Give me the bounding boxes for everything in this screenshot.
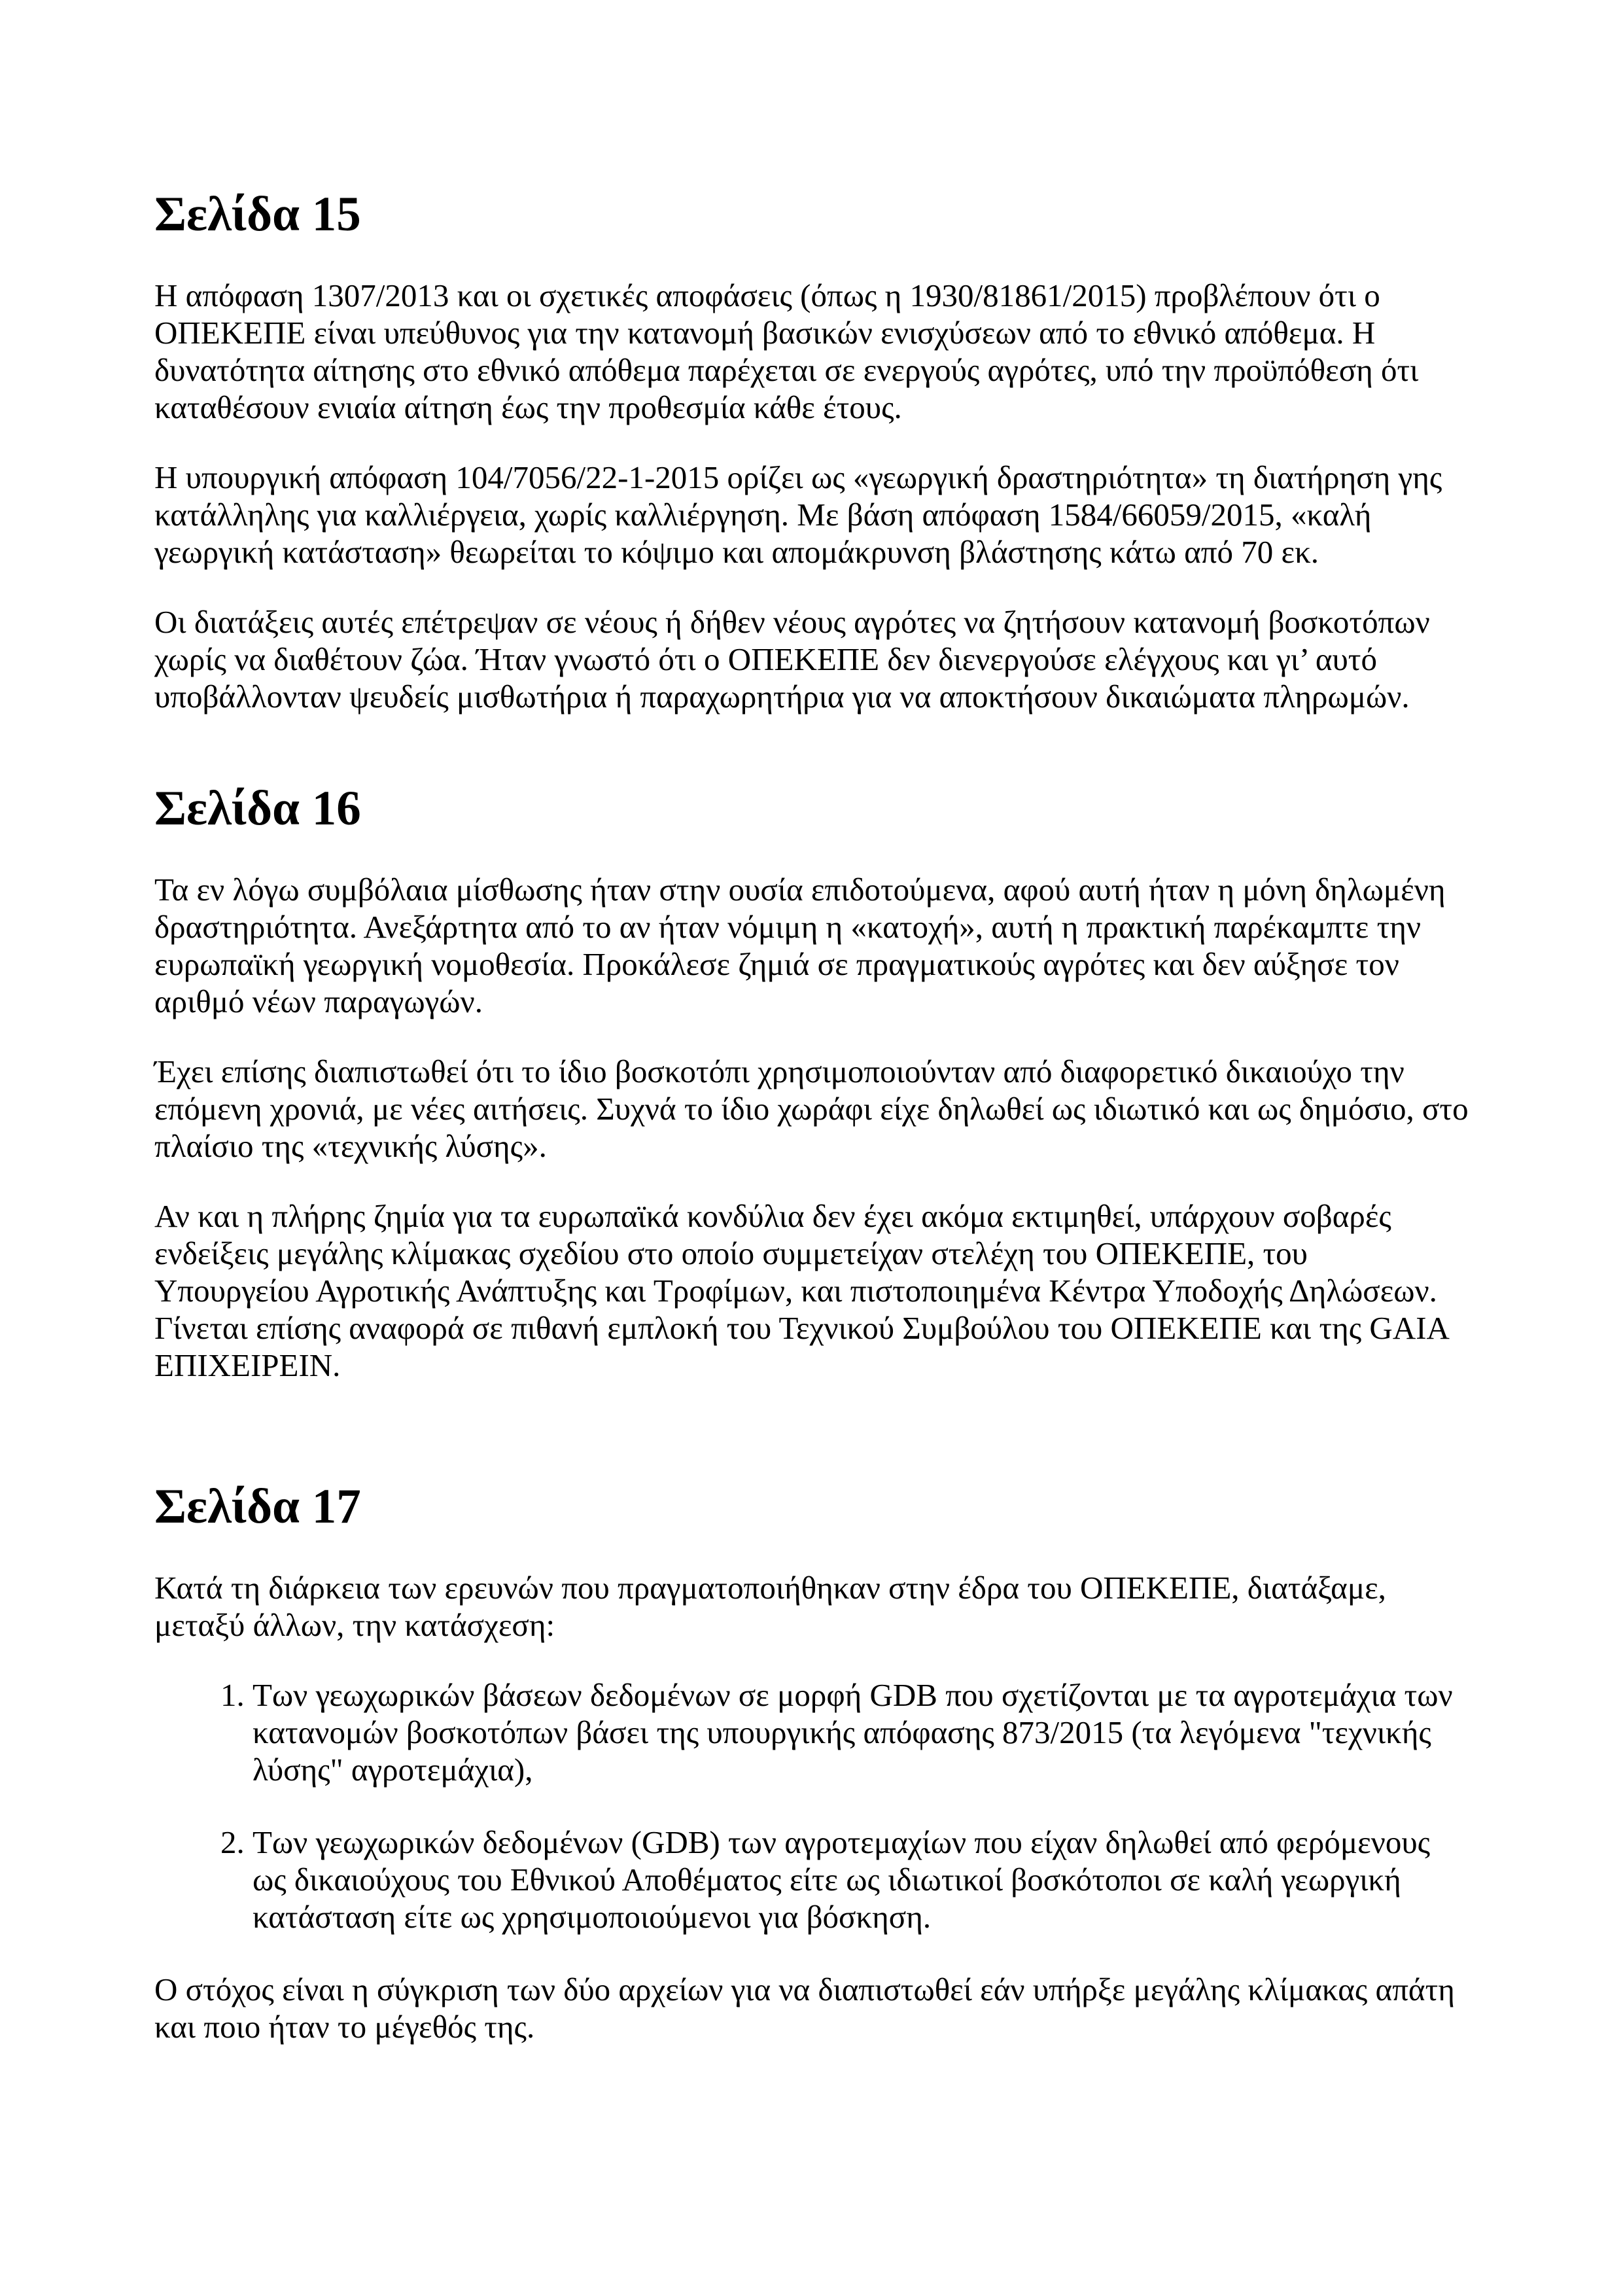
page-17-closing-paragraph: Ο στόχος είναι η σύγκριση των δύο αρχείων για να διαπιστωθεί εάν υπήρξε μεγάλης κλίμακας απάτη και ποιο ήταν το μέγεθός της.: [154, 1971, 1455, 2045]
page-16-paragraph-2: Έχει επίσης διαπιστωθεί ότι το ίδιο βοσκοτόπι χρησιμοποιούνταν από διαφορετικό δικαιούχο την επόμενη χρονιά, με νέες αιτήσεις. Συχνά το ίδιο χωράφι είχε δηλωθεί ως ιδιωτικό και ως δημόσιο, στο πλαίσιο της «τεχνικής λύσης».: [154, 1053, 1469, 1164]
seizure-list-item-1: 1. Των γεωχωρικών βάσεων δεδομένων σε μορφή GDB που σχετίζονται με τα αγροτεμάχια των κατανομών βοσκοτόπων βάσει της υπουργικής απόφασης 873/2015 (τα λεγόμενα "τεχνικής λύσης" αγροτεμάχια),: [253, 1676, 1469, 1788]
seizure-list: [154, 1676, 1469, 1935]
page-17-intro-paragraph: Κατά τη διάρκεια των ερευνών που πραγματοποιήθηκαν στην έδρα του ΟΠΕΚΕΠΕ, διατάξαμε, μεταξύ άλλων, την κατάσχεση:: [154, 1570, 1386, 1643]
section-page-15: [154, 186, 1469, 715]
page-16-heading: Σελίδα 16: [154, 781, 361, 836]
seizure-list-item-2: 2. Των γεωχωρικών δεδομένων (GDB) των αγροτεμαχίων που είχαν δηλωθεί από φερόμενους ως δικαιούχους του Εθνικού Αποθέματος είτε ως ιδιωτικοί βοσκότοποι σε καλή γεωργική κατάσταση είτε ως χρησιμοποιούμενοι για βόσκηση.: [253, 1824, 1469, 1935]
page-15-paragraph-2: Η υπουργική απόφαση 104/7056/22-1-2015 ορίζει ως «γεωργική δραστηριότητα» τη διατήρηση γης κατάλληλης για καλλιέργεια, χωρίς καλλιέργηση. Με βάση απόφαση 1584/66059/2015, «καλή γεωργική κατάσταση» θεωρείται το κόψιμο και απομάκρυνση βλάστησης κάτω από 70 εκ.: [154, 459, 1442, 570]
page-15-paragraph-3: Οι διατάξεις αυτές επέτρεψαν σε νέους ή δήθεν νέους αγρότες να ζητήσουν κατανομή βοσκοτόπων χωρίς να διαθέτουν ζώα. Ήταν γνωστό ότι ο ΟΠΕΚΕΠΕ δεν διενεργούσε ελέγχους και γι’ αυτό υποβάλλονταν ψευδείς μισθωτήρια ή παραχωρητήρια για να αποκτήσουν δικαιώματα πληρωμών.: [154, 604, 1430, 715]
page-17-heading: Σελίδα 17: [154, 1479, 361, 1534]
page-16-paragraph-1: Τα εν λόγω συμβόλαια μίσθωσης ήταν στην ουσία επιδοτούμενα, αφού αυτή ήταν η μόνη δηλωμένη δραστηριότητα. Ανεξάρτητα από το αν ήταν νόμιμη η «κατοχή», αυτή η πρακτική παρέκαμπτε την ευρωπαϊκή γεωργική νομοθεσία. Προκάλεσε ζημιά σε πραγματικούς αγρότες και δεν αύξησε τον αριθμό νέων παραγωγών.: [154, 872, 1446, 1019]
page-15-paragraph-1: Η απόφαση 1307/2013 και οι σχετικές αποφάσεις (όπως η 1930/81861/2015) προβλέπουν ότι ο ΟΠΕΚΕΠΕ είναι υπεύθυνος για την κατανομή βασικών ενισχύσεων από το εθνικό απόθεμα. Η δυνατότητα αίτησης στο εθνικό απόθεμα παρέχεται σε ενεργούς αγρότες, υπό την προϋπόθεση ότι καταθέσουν ενιαία αίτηση έως την προθεσμία κάθε έτους.: [154, 277, 1419, 425]
section-page-16: [154, 781, 1469, 1384]
page-15-heading: Σελίδα 15: [154, 187, 361, 241]
page-16-paragraph-3: Αν και η πλήρης ζημία για τα ευρωπαϊκά κονδύλια δεν έχει ακόμα εκτιμηθεί, υπάρχουν σοβαρές ενδείξεις μεγάλης κλίμακας σχεδίου στο οποίο συμμετείχαν στελέχη του ΟΠΕΚΕΠΕ, του Υπουργείου Αγροτικής Ανάπτυξης και Τροφίμων, και πιστοποιημένα Κέντρα Υποδοχής Δηλώσεων. Γίνεται επίσης αναφορά σε πιθανή εμπλοκή του Τεχνικού Συμβούλου του ΟΠΕΚΕΠΕ και της GAIA ΕΠΙΧΕΙΡΕΙΝ.: [154, 1198, 1448, 1383]
section-page-17: [154, 1479, 1469, 2045]
